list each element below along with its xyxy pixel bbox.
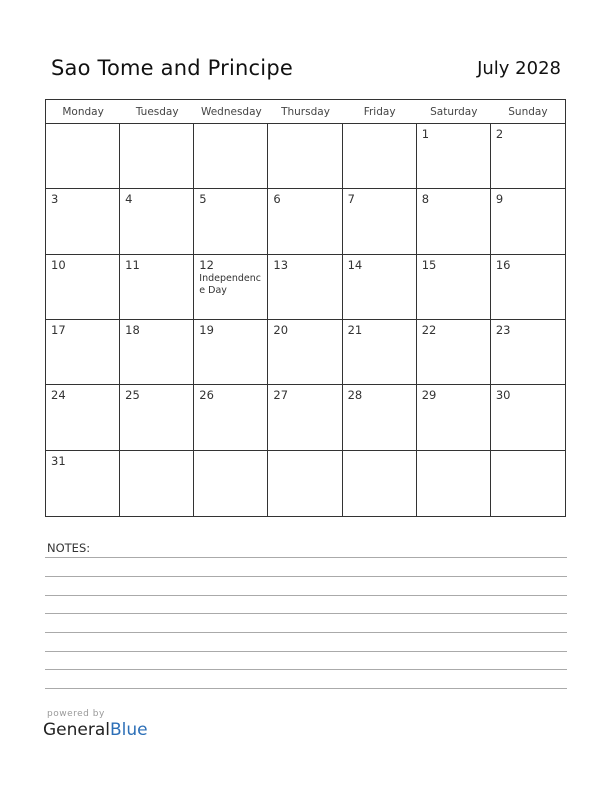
day-cell[interactable] <box>120 255 194 320</box>
weekday-friday: Friday <box>363 106 396 118</box>
day-cell[interactable] <box>194 385 268 450</box>
note-line <box>45 613 567 614</box>
day-number: 3 <box>51 192 59 207</box>
day-number: 28 <box>347 388 363 403</box>
day-number: 1 <box>421 127 430 141</box>
day-number: 6 <box>273 192 281 207</box>
day-number: 7 <box>347 192 355 207</box>
day-cell[interactable] <box>491 255 565 320</box>
day-cell[interactable] <box>120 320 194 385</box>
day-number: 11 <box>125 257 140 272</box>
day-cell[interactable] <box>46 255 120 320</box>
day-cell[interactable] <box>194 320 268 385</box>
day-number: 15 <box>421 257 437 272</box>
day-cell[interactable] <box>194 451 268 516</box>
day-number: 22 <box>421 323 437 337</box>
weekday-saturday: Saturday <box>430 106 478 118</box>
note-line <box>45 688 567 689</box>
day-number: 5 <box>199 192 207 207</box>
day-number: 13 <box>273 257 289 272</box>
day-number: 2 <box>495 127 504 141</box>
day-number: 4 <box>125 192 133 207</box>
note-line <box>45 595 567 596</box>
day-cell[interactable] <box>46 320 120 385</box>
notes-label: NOTES: <box>47 541 91 555</box>
day-cell[interactable] <box>491 124 565 189</box>
day-number: 30 <box>495 388 511 403</box>
day-cell[interactable] <box>417 385 491 450</box>
day-cell[interactable] <box>46 189 120 254</box>
day-cell[interactable] <box>491 320 565 385</box>
day-number: 17 <box>51 323 66 337</box>
day-cell[interactable] <box>491 451 565 516</box>
day-number: 18 <box>125 323 140 337</box>
day-number: 26 <box>199 388 214 403</box>
day-cells <box>46 124 565 516</box>
note-line <box>45 651 567 652</box>
day-cell[interactable] <box>268 385 342 450</box>
day-cell[interactable] <box>343 385 417 450</box>
day-cell[interactable] <box>120 189 194 254</box>
day-number: 25 <box>125 388 140 403</box>
day-number: 10 <box>51 257 66 272</box>
day-number: 20 <box>273 323 289 337</box>
day-number: 23 <box>495 323 511 337</box>
day-cell[interactable] <box>268 320 342 385</box>
day-cell[interactable] <box>46 385 120 450</box>
calendar-month: July 2028 <box>477 58 561 79</box>
day-cell[interactable] <box>268 124 342 189</box>
note-line <box>45 632 567 633</box>
day-cell[interactable] <box>120 451 194 516</box>
day-cell[interactable] <box>343 124 417 189</box>
brand-blue: Blue <box>110 720 148 740</box>
day-cell[interactable] <box>343 451 417 516</box>
day-number: 27 <box>273 388 289 403</box>
day-number: 14 <box>347 257 363 272</box>
day-number: 12 <box>199 257 214 272</box>
holiday-label: Independence Day <box>199 272 261 296</box>
day-cell[interactable] <box>194 189 268 254</box>
day-cell[interactable] <box>491 385 565 450</box>
brand-general: General <box>43 720 110 740</box>
calendar-grid <box>45 99 566 517</box>
day-cell[interactable] <box>491 189 565 254</box>
day-cell[interactable] <box>194 124 268 189</box>
day-cell[interactable] <box>120 124 194 189</box>
day-cell[interactable] <box>343 189 417 254</box>
weekday-monday: Monday <box>62 106 104 118</box>
day-cell[interactable] <box>268 255 342 320</box>
day-cell[interactable] <box>417 124 491 189</box>
day-cell[interactable] <box>268 189 342 254</box>
day-cell[interactable] <box>417 320 491 385</box>
day-number: 8 <box>421 192 430 207</box>
generalblue-logo[interactable] <box>43 720 148 740</box>
day-cell[interactable] <box>194 255 268 320</box>
day-cell[interactable] <box>46 451 120 516</box>
day-number: 31 <box>51 453 66 468</box>
day-number: 29 <box>421 388 437 403</box>
weekday-tuesday: Tuesday <box>135 106 179 118</box>
day-cell[interactable] <box>343 255 417 320</box>
powered-by-text: powered by <box>47 709 105 719</box>
weekday-header-row <box>46 100 565 124</box>
day-number: 19 <box>199 323 214 337</box>
day-number: 9 <box>495 192 504 207</box>
weekday-wednesday: Wednesday <box>200 106 262 118</box>
day-cell[interactable] <box>343 320 417 385</box>
day-cell[interactable] <box>268 451 342 516</box>
note-line <box>45 557 567 558</box>
weekday-thursday: Thursday <box>281 106 330 118</box>
note-line <box>45 576 567 577</box>
day-number: 21 <box>347 323 363 337</box>
day-cell[interactable] <box>417 189 491 254</box>
day-cell[interactable] <box>417 255 491 320</box>
day-number: 16 <box>495 257 511 272</box>
day-number: 24 <box>51 388 66 403</box>
calendar-title: Sao Tome and Principe <box>51 56 293 80</box>
day-cell[interactable] <box>46 124 120 189</box>
weekday-sunday: Sunday <box>508 106 548 118</box>
note-line <box>45 669 567 670</box>
day-cell[interactable] <box>417 451 491 516</box>
day-cell[interactable] <box>120 385 194 450</box>
